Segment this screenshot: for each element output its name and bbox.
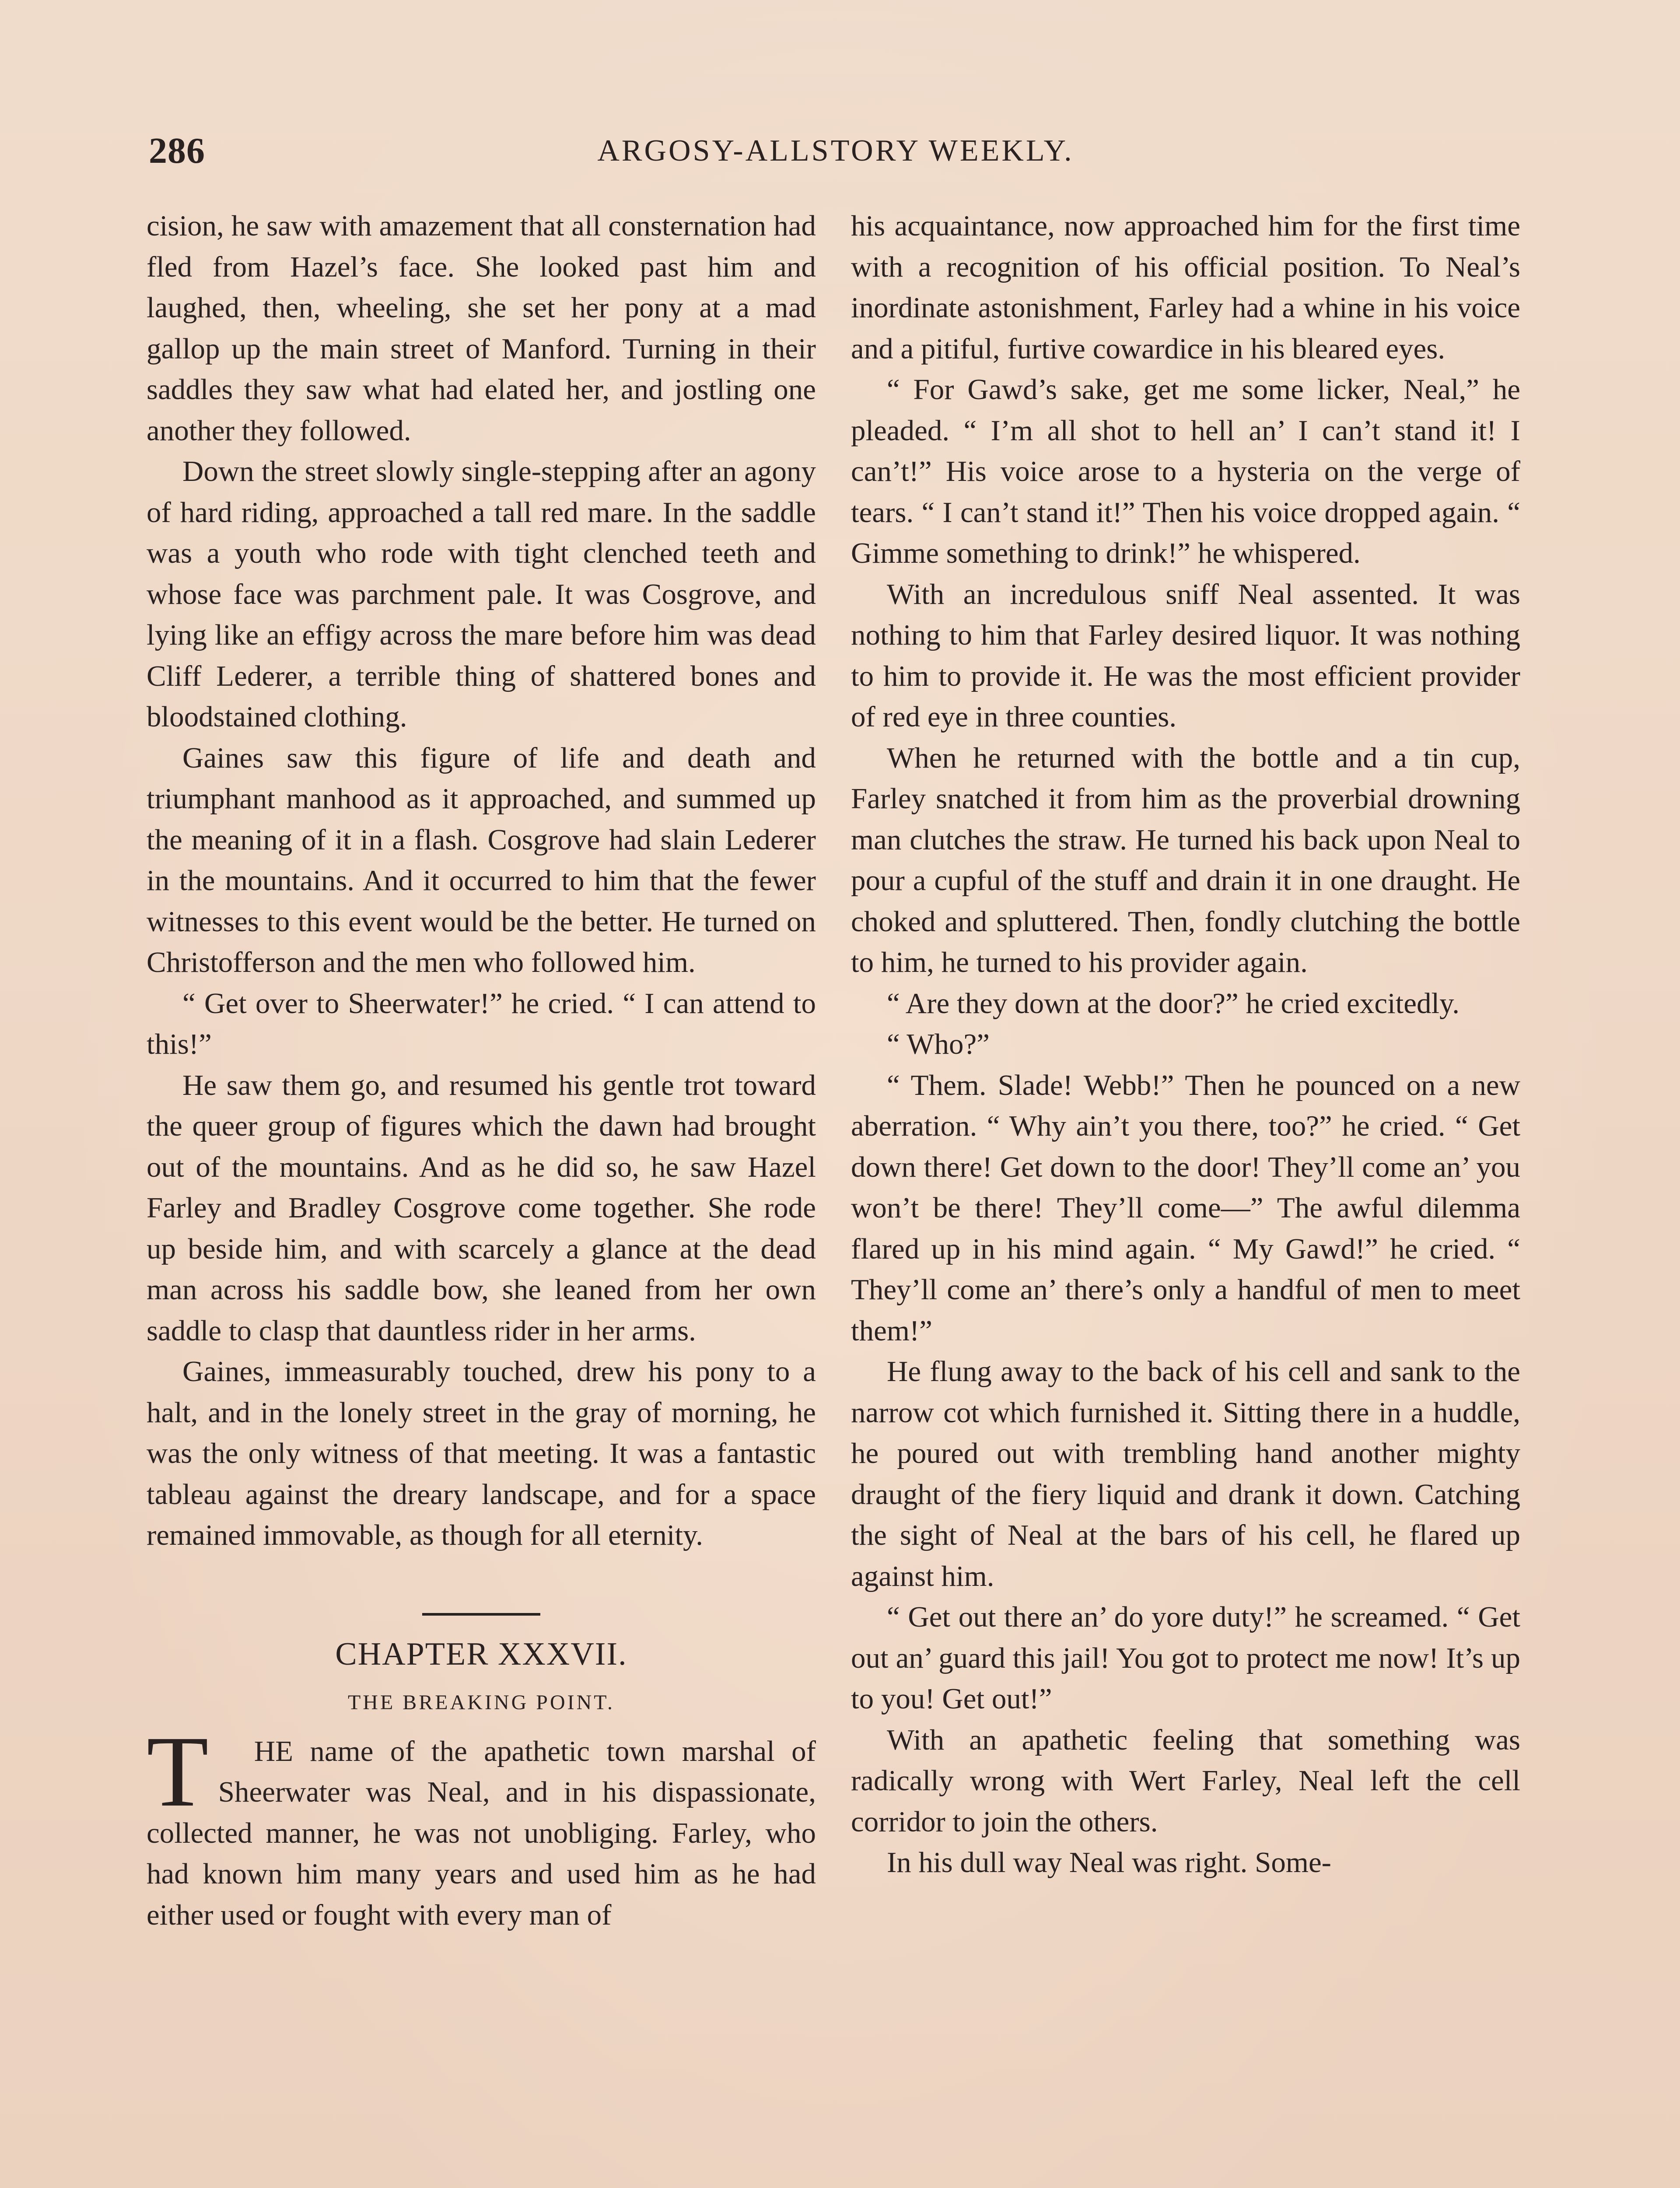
paragraph: With an incredulous sniff Neal assented. It was nothing to him that Farley desired liquor. It was nothing to him to provide it. He was the most efficient provider of red eye in three counties.: [851, 578, 1520, 733]
paragraph: Gaines, immeasurably touched, drew his pony to a halt, and in the lonely street in the gray of morning, he was the only witness of that meeting. It was a fantastic tableau against the dreary landscape, and for a space remained immovable, as though for all eternity.: [147, 1355, 816, 1551]
paragraph: “ Get over to Sheerwater!” he cried. “ I can attend to this!”: [147, 987, 816, 1060]
paragraph: “ Get out there an’ do yore duty!” he screamed. “ Get out an’ guard this jail! You got to protect me now! It’s up to you! Get out!”: [851, 1601, 1520, 1715]
right-column: [851, 206, 1520, 2188]
chapter-title: CHAPTER XXXVII.: [335, 1636, 627, 1672]
running-title: ARGOSY-ALLSTORY WEEKLY.: [597, 134, 1074, 168]
page-header: [149, 127, 1522, 175]
paragraph: “ Them. Slade! Webb!” Then he pounced on a new aberration. “ Why ain’t you there, too?” he cried. “ Get down there! Get down to the door! They’ll come an’ you won’t be there! They’ll come—” The awful dilemma flared up in his mind again. “ My Gawd!” he cried. “ They’ll come an’ there’s only a handful of men to meet them!”: [851, 1069, 1520, 1347]
page-number: 286: [149, 130, 205, 171]
paragraph: He saw them go, and resumed his gentle trot toward the queer group of figures which the dawn had brought out of the mountains. And as he did so, he saw Hazel Farley and Bradley Cosgrove come together. She rode up beside him, and with scarcely a glance at the dead man across his saddle bow, she leaned from her own saddle to clasp that dauntless rider in her arms.: [147, 1069, 816, 1347]
chapter-opening-paragraph: [147, 1715, 816, 1936]
drop-cap: T: [147, 1715, 209, 1828]
paragraph: “ Who?”: [887, 1028, 990, 1060]
chapter-subtitle: THE BREAKING POINT.: [347, 1690, 615, 1714]
paragraph: Down the street slowly single-stepping after an agony of hard riding, approached a tall red mare. In the saddle was a youth who rode with tight clenched teeth and whose face was parchment pale. It was Cosgrove, and lying like an effigy across the mare before him was dead Cliff Lederer, a terrible thing of shattered bones and bloodstained clothing.: [147, 455, 816, 733]
chapter-opening-text: HE name of the apathetic town marshal of Sheerwater was Neal, and in his dispassionate, collected manner, he was not unobliging. Farley, who had known him many years and used him as he had either used or fought with every man of: [147, 1735, 816, 1931]
paragraph: “ Are they down at the door?” he cried excitedly.: [887, 987, 1460, 1020]
paragraph: With an apathetic feeling that something was radically wrong with Wert Farley, Neal left the cell corridor to join the others.: [851, 1723, 1520, 1838]
paragraph: In his dull way Neal was right. Some-: [887, 1846, 1331, 1879]
paragraph: When he returned with the bottle and a tin cup, Farley snatched it from him as the proverbial drowning man clutches the straw. He turned his back upon Neal to pour a cupful of the stuff and drain it in one draught. He choked and spluttered. Then, fondly clutching the bottle to him, he turned to his provider again.: [851, 741, 1520, 978]
section-divider: [422, 1613, 540, 1616]
left-column: [147, 206, 816, 2188]
paragraph: He flung away to the back of his cell and sank to the narrow cot which furnished it. Sitting there in a huddle, he poured out with trembling hand another mighty draught of the fiery liquid and drank it down. Catching the sight of Neal at the bars of his cell, he flared up against him.: [851, 1355, 1520, 1592]
paragraph: his acquaintance, now approached him for the first time with a recognition of his official position. To Neal’s inordinate astonishment, Farley had a whine in his voice and a pitiful, furtive cowardice in his bleared eyes.: [851, 210, 1520, 365]
paragraph: “ For Gawd’s sake, get me some licker, Neal,” he pleaded. “ I’m all shot to hell an’ I can’t stand it! I can’t!” His voice arose to a hysteria on the verge of tears. “ I can’t stand it!” Then his voice dropped again. “ Gimme something to drink!” he whispered.: [851, 373, 1520, 569]
paragraph: Gaines saw this figure of life and death and triumphant manhood as it approached, and summed up the meaning of it in a flash. Cosgrove had slain Lederer in the mountains. And it occurred to him that the fewer witnesses to this event would be the better. He turned on Christofferson and the men who followed him.: [147, 741, 816, 978]
paragraph: cision, he saw with amazement that all consternation had fled from Hazel’s face. She looked past him and laughed, then, wheeling, she set her pony at a mad gallop up the main street of Manford. Turning in their saddles they saw what had elated her, and jostling one another they followed.: [147, 210, 816, 447]
